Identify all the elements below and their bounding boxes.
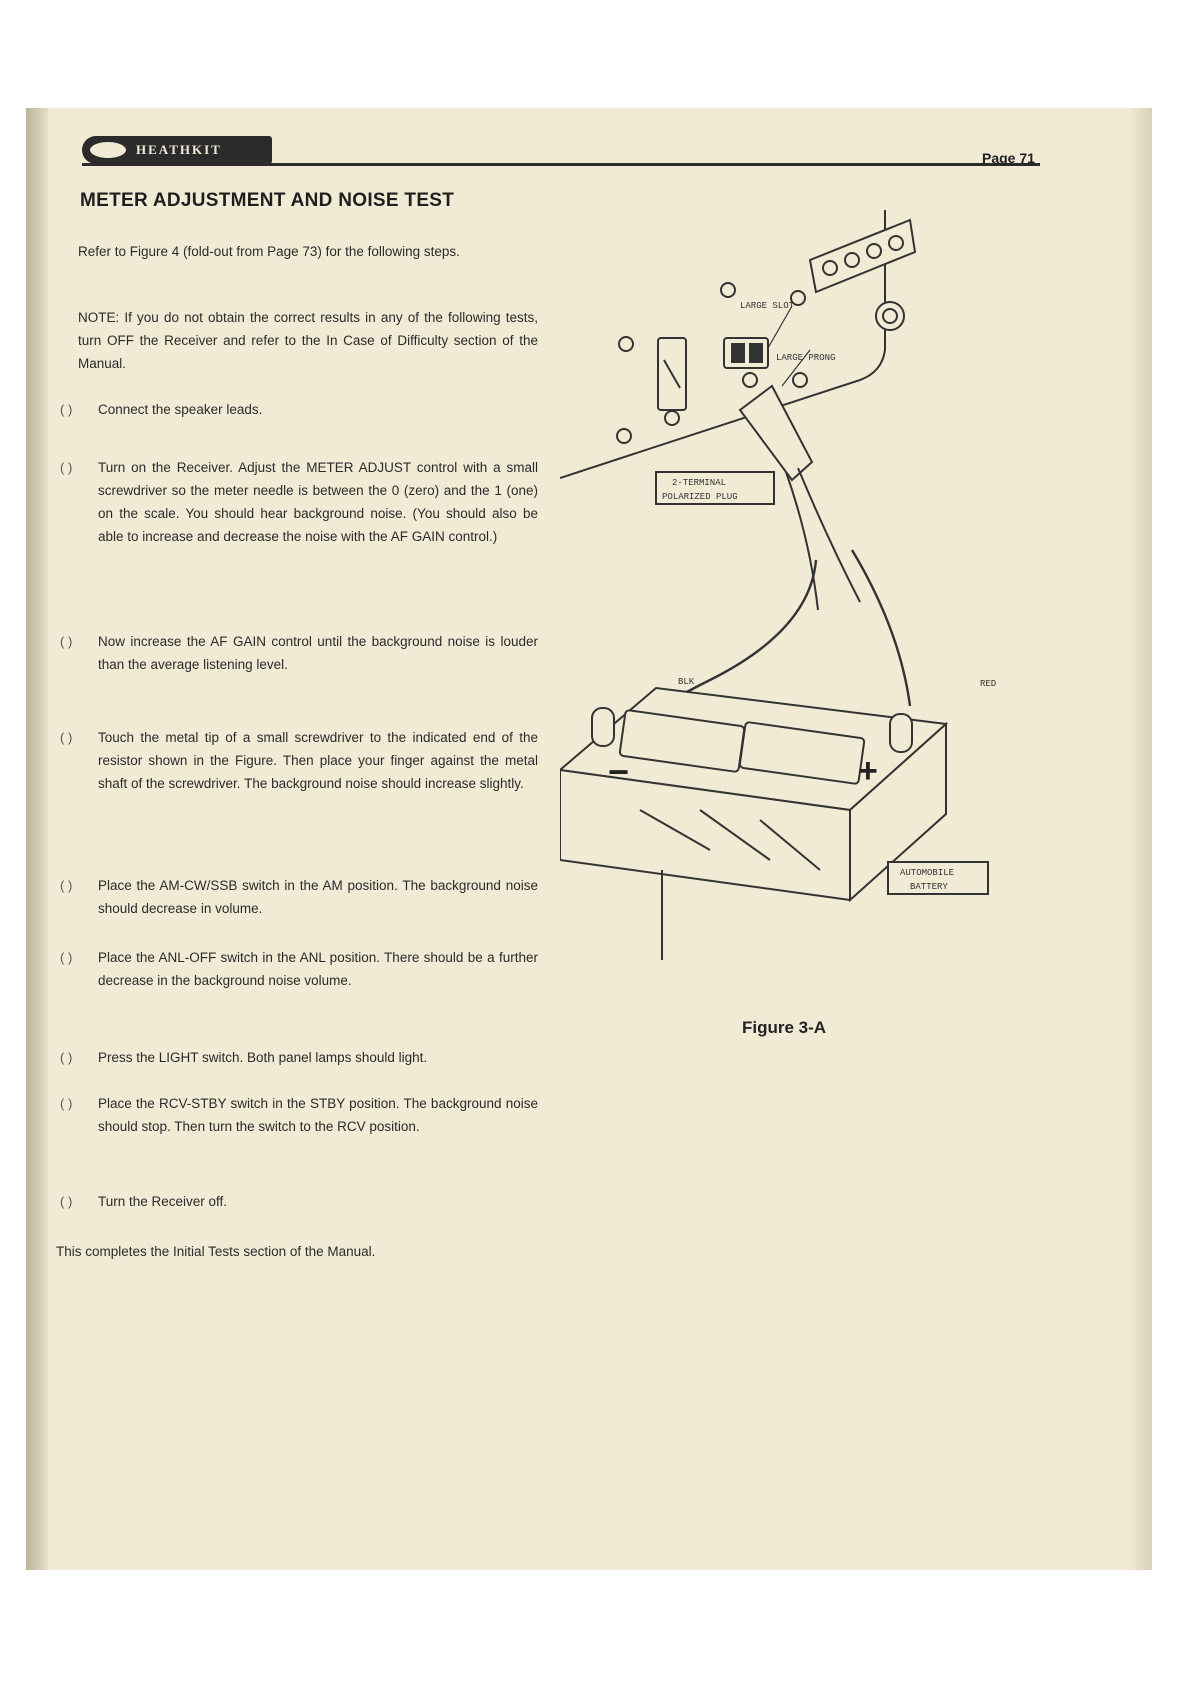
heathkit-logo xyxy=(82,136,272,164)
page-edge-shadow xyxy=(1130,108,1152,1570)
checkbox[interactable]: ( ) xyxy=(60,1096,73,1111)
step-item xyxy=(60,946,538,992)
label-plug-line1: 2-TERMINAL xyxy=(672,478,727,488)
label-battery-line2: BATTERY xyxy=(910,882,948,892)
label-large-slot: LARGE SLOT xyxy=(740,301,795,311)
step-item xyxy=(60,874,538,920)
page-number: Page 71 xyxy=(982,150,1035,166)
step-text: Connect the speaker leads. xyxy=(98,402,263,417)
checkbox[interactable]: ( ) xyxy=(60,950,73,965)
checkbox[interactable]: ( ) xyxy=(60,878,73,893)
step-text: Place the ANL-OFF switch in the ANL position. There should be a further decrease in the background noise volume. xyxy=(98,950,538,988)
plus-terminal-icon: + xyxy=(858,752,878,790)
step-text: Touch the metal tip of a small screwdriver to the indicated end of the resistor shown in the Figure. Then place your finger against the metal shaft of the screwdriver. The background noise should increase slightly. xyxy=(98,730,538,791)
logo-brand-text: HEATHKIT xyxy=(136,142,222,157)
label-large-prong: LARGE PRONG xyxy=(776,353,836,363)
step-item xyxy=(60,1092,538,1138)
checkbox[interactable]: ( ) xyxy=(60,730,73,745)
closing-sentence: This completes the Initial Tests section of the Manual. xyxy=(56,1244,376,1259)
checkbox[interactable]: ( ) xyxy=(60,1050,73,1065)
label-red: RED xyxy=(980,679,997,689)
section-title: METER ADJUSTMENT AND NOISE TEST xyxy=(80,190,455,211)
step-text: Press the LIGHT switch. Both panel lamps should light. xyxy=(98,1050,428,1065)
step-item xyxy=(60,456,538,548)
step-text: Turn on the Receiver. Adjust the METER ADJUST control with a small screwdriver so the meter needle is between the 0 (zero) and the 1 (one) on the scale. You should hear background noise. (You should also be able to increase and decrease the noise with the AF GAIN control.) xyxy=(98,460,538,544)
logo-oval-icon xyxy=(88,140,128,160)
plug-callout xyxy=(656,472,774,504)
label-blk: BLK xyxy=(678,677,695,687)
page-spine-shadow xyxy=(26,108,48,1570)
figure-3a-illustration xyxy=(560,210,1020,970)
step-item xyxy=(60,726,538,795)
battery-callout xyxy=(888,862,988,894)
figure-caption: Figure 3-A xyxy=(742,1018,827,1037)
label-battery-line1: AUTOMOBILE xyxy=(900,868,955,878)
step-text: Now increase the AF GAIN control until the background noise is louder than the average listening level. xyxy=(98,634,538,672)
minus-terminal-icon: − xyxy=(608,751,630,792)
step-text: Turn the Receiver off. xyxy=(98,1194,228,1209)
intro-paragraph: Refer to Figure 4 (fold-out from Page 73) for the following steps. xyxy=(78,244,460,259)
checkbox[interactable]: ( ) xyxy=(60,460,73,475)
checkbox[interactable]: ( ) xyxy=(60,1194,73,1209)
step-item xyxy=(60,398,538,421)
note-paragraph: NOTE: If you do not obtain the correct results in any of the following tests, turn OFF the Receiver and refer to the In Case of Difficulty section of the Manual. xyxy=(78,310,538,371)
label-plug-line2: POLARIZED PLUG xyxy=(662,492,738,502)
automobile-battery xyxy=(560,688,946,960)
checkbox[interactable]: ( ) xyxy=(60,402,73,417)
panel-switch xyxy=(658,338,686,410)
header-rule xyxy=(82,163,1040,166)
step-item xyxy=(60,630,538,676)
step-item xyxy=(60,1046,538,1069)
step-item xyxy=(60,1190,538,1213)
step-text: Place the AM-CW/SSB switch in the AM position. The background noise should decrease in volume. xyxy=(98,878,538,916)
terminal-strip xyxy=(810,220,915,292)
checkbox[interactable]: ( ) xyxy=(60,634,73,649)
step-text: Place the RCV-STBY switch in the STBY position. The background noise should stop. Then turn the switch to the RCV position. xyxy=(98,1096,538,1134)
